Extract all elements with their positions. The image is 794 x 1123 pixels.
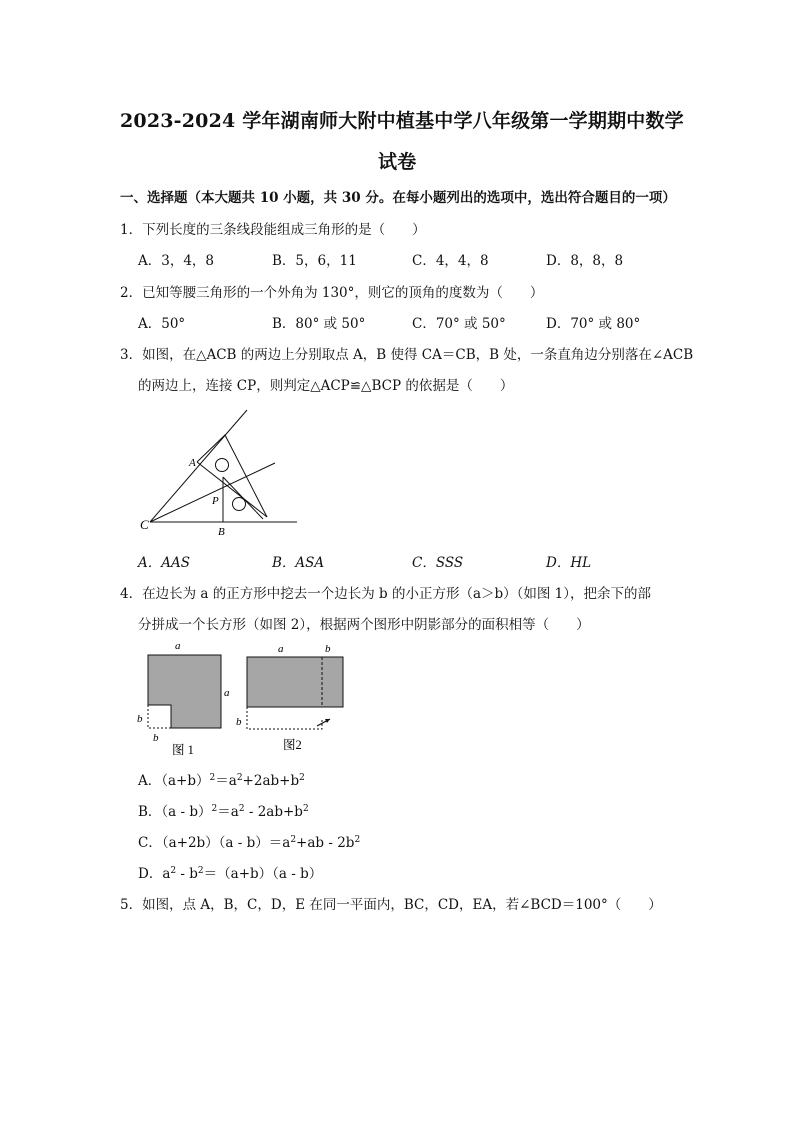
- question-3-option-d: D．HL: [546, 555, 592, 571]
- q4-fig2-dashed-outline: [247, 707, 322, 729]
- question-4-figures: [130, 638, 360, 758]
- q4-fig1-label-right: a: [224, 687, 230, 699]
- q3-cp-ray: [150, 463, 275, 522]
- q4-fig2-caption: 图2: [283, 738, 302, 752]
- q3-set-square-1: [197, 435, 267, 517]
- question-1-option-d: D．8，8，8: [546, 253, 624, 269]
- question-4-option-c: C．$(a+2b)(a - b)=a^2+ab - 2b^2$: [138, 835, 361, 851]
- q4-fig2-label-a: a: [278, 643, 284, 655]
- q3-label-c: C: [140, 517, 149, 532]
- q3-label-p: P: [212, 495, 219, 507]
- question-2-option-c: C．70° 或 50°: [412, 316, 506, 332]
- question-3-stem-line2: 的两边上，连接 CP，则判定△ACP≌△BCP 的依据是（ ）: [138, 378, 514, 394]
- q4-fig1-label-top: a: [175, 640, 181, 652]
- q3-hole-1: [216, 459, 229, 472]
- question-1-option-a: A．3，4，8: [138, 253, 215, 269]
- question-4-option-a: A．$(a+b)^2=a^2+2ab+b^2$: [138, 773, 305, 789]
- q4-fig1-shaded-region: [148, 655, 221, 728]
- question-2-option-d: D．70° 或 80°: [546, 316, 641, 332]
- question-4-option-d: D．$a^2 - b^2=(a+b)(a - b)$: [138, 866, 323, 882]
- question-4-stem-line1: 4．在边长为 a 的正方形中挖去一个边长为 b 的小正方形（a＞b）（如图 1），把余下的部: [120, 586, 652, 602]
- question-4-stem-line2: 分拼成一个长方形（如图 2），根据两个图形中阴影部分的面积相等（ ）: [138, 617, 590, 633]
- q4-fig1-caption: 图 1: [172, 743, 194, 757]
- question-3-figure: [135, 405, 310, 540]
- q4-fig2-label-b: b: [325, 643, 331, 655]
- question-3-option-b: B．ASA: [272, 555, 325, 571]
- question-2-option-a: A．50°: [138, 316, 186, 332]
- question-4-option-b: B．$(a - b)^2=a^2 - 2ab+b^2$: [138, 804, 309, 820]
- q4-fig1-removed-square: [148, 705, 171, 728]
- question-2-option-b: B．80° 或 50°: [272, 316, 366, 332]
- q3-label-b: B: [218, 526, 225, 538]
- question-3-option-c: C．SSS: [412, 555, 464, 571]
- question-1-option-b: B．5，6，11: [272, 253, 357, 269]
- q4-fig2-shaded-rectangle: [247, 657, 343, 707]
- q3-label-a: A: [189, 457, 196, 469]
- q4-fig1-label-left: b: [137, 713, 143, 725]
- question-5-stem: 5．如图，点 A，B，C，D，E 在同一平面内，BC，CD，EA，若∠BCD＝100°（ ）: [120, 897, 662, 913]
- page-title: 2023-2024 学年湖南师大附中植基中学八年级第一学期期中数学: [120, 110, 684, 132]
- q3-hole-2: [233, 498, 246, 511]
- q3-set-square-1-edge: [197, 462, 267, 517]
- question-3-stem-line1: 3．如图，在△ACB 的两边上分别取点 A，B 使得 CA＝CB，B 处，一条直角边分别落在∠ACB: [120, 347, 694, 363]
- q4-fig2-label-left: b: [236, 716, 242, 728]
- question-1-option-c: C．4，4，8: [412, 253, 489, 269]
- q4-fig1-label-bottom: b: [153, 732, 159, 744]
- question-3-option-a: A．AAS: [138, 555, 190, 571]
- section-header: 一、选择题（本大题共 10 小题，共 30 分。在每小题列出的选项中，选出符合题目的一项）: [120, 190, 676, 206]
- question-1-stem: 1．下列长度的三条线段能组成三角形的是（ ）: [120, 222, 426, 238]
- page-title-line2: 试卷: [378, 151, 417, 173]
- question-2-stem: 2．已知等腰三角形的一个外角为 130°，则它的顶角的度数为（ ）: [120, 285, 544, 301]
